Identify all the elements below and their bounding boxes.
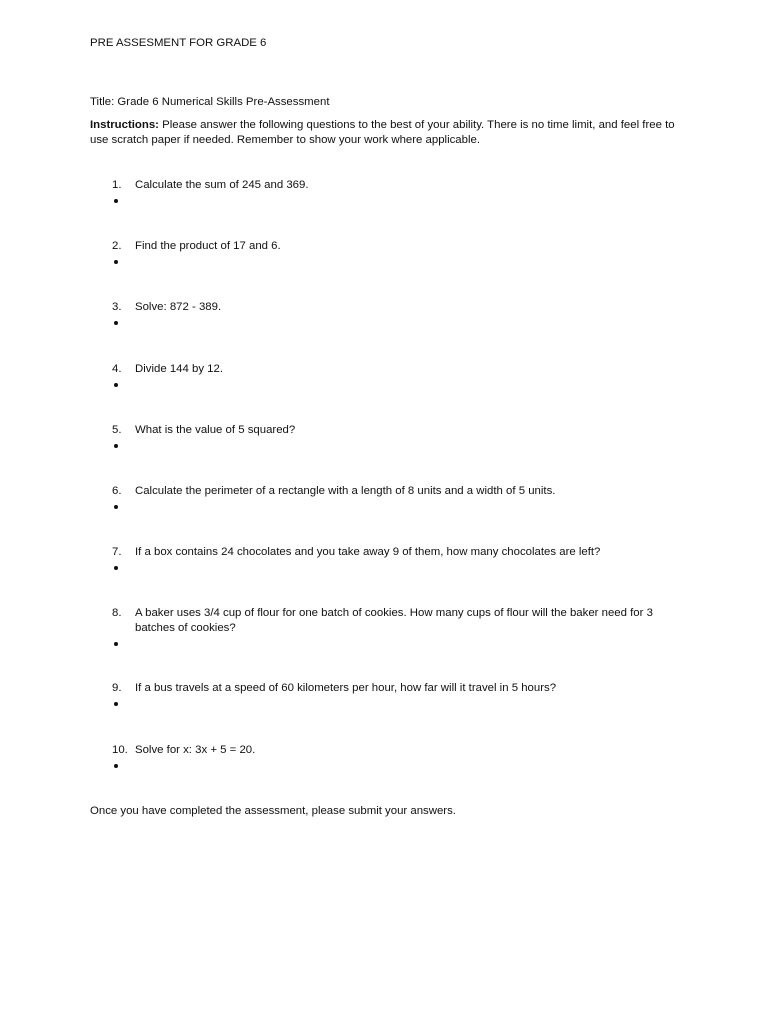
closing-note: Once you have completed the assessment, please submit your answers.: [90, 805, 456, 817]
question-number: 4.: [112, 363, 122, 375]
document-header: PRE ASSESMENT FOR GRADE 6: [90, 37, 267, 49]
question-7: [90, 545, 710, 560]
answer-bullet: [114, 642, 118, 646]
question-text: Solve: 872 - 389.: [135, 301, 222, 313]
question-5: [90, 423, 710, 438]
question-number: 10.: [112, 744, 128, 756]
question-text: What is the value of 5 squared?: [135, 424, 296, 436]
answer-bullet: [114, 321, 118, 325]
question-text: Calculate the perimeter of a rectangle with a length of 8 units and a width of 5 units.: [135, 485, 556, 497]
question-number: 3.: [112, 301, 122, 313]
answer-bullet: [114, 199, 118, 203]
question-number: 9.: [112, 682, 122, 694]
question-number: 6.: [112, 485, 122, 497]
question-4: [90, 362, 710, 377]
answer-bullet: [114, 505, 118, 509]
question-6: [90, 484, 710, 499]
document-title: Title: Grade 6 Numerical Skills Pre-Assessment: [90, 96, 330, 108]
answer-bullet: [114, 764, 118, 768]
question-8: [90, 606, 710, 636]
instructions-text: Please answer the following questions to the best of your ability. There is no time limit, and feel free to use scratch paper if needed. Remember to show your work where applicable.: [90, 119, 675, 146]
answer-bullet: [114, 444, 118, 448]
answer-bullet: [114, 566, 118, 570]
question-number: 1.: [112, 179, 122, 191]
question-number: 8.: [112, 607, 122, 619]
question-text: If a box contains 24 chocolates and you take away 9 of them, how many chocolates are left?: [135, 546, 601, 558]
question-number: 7.: [112, 546, 122, 558]
question-text: A baker uses 3/4 cup of flour for one batch of cookies. How many cups of flour will the baker need for 3 batches of cookies?: [135, 607, 653, 634]
answer-bullet: [114, 260, 118, 264]
question-9: [90, 681, 710, 696]
question-text: Calculate the sum of 245 and 369.: [135, 179, 309, 191]
question-text: Find the product of 17 and 6.: [135, 240, 281, 252]
question-number: 5.: [112, 424, 122, 436]
question-text: If a bus travels at a speed of 60 kilometers per hour, how far will it travel in 5 hours?: [135, 682, 557, 694]
question-1: [90, 178, 710, 193]
answer-bullet: [114, 702, 118, 706]
question-10: [90, 743, 710, 758]
question-number: 2.: [112, 240, 122, 252]
question-text: Divide 144 by 12.: [135, 363, 224, 375]
answer-bullet: [114, 383, 118, 387]
question-3: [90, 300, 710, 315]
question-text: Solve for x: 3x + 5 = 20.: [135, 744, 256, 756]
instructions-paragraph: [90, 118, 690, 148]
question-2: [90, 239, 710, 254]
instructions-label: Instructions:: [90, 119, 159, 131]
